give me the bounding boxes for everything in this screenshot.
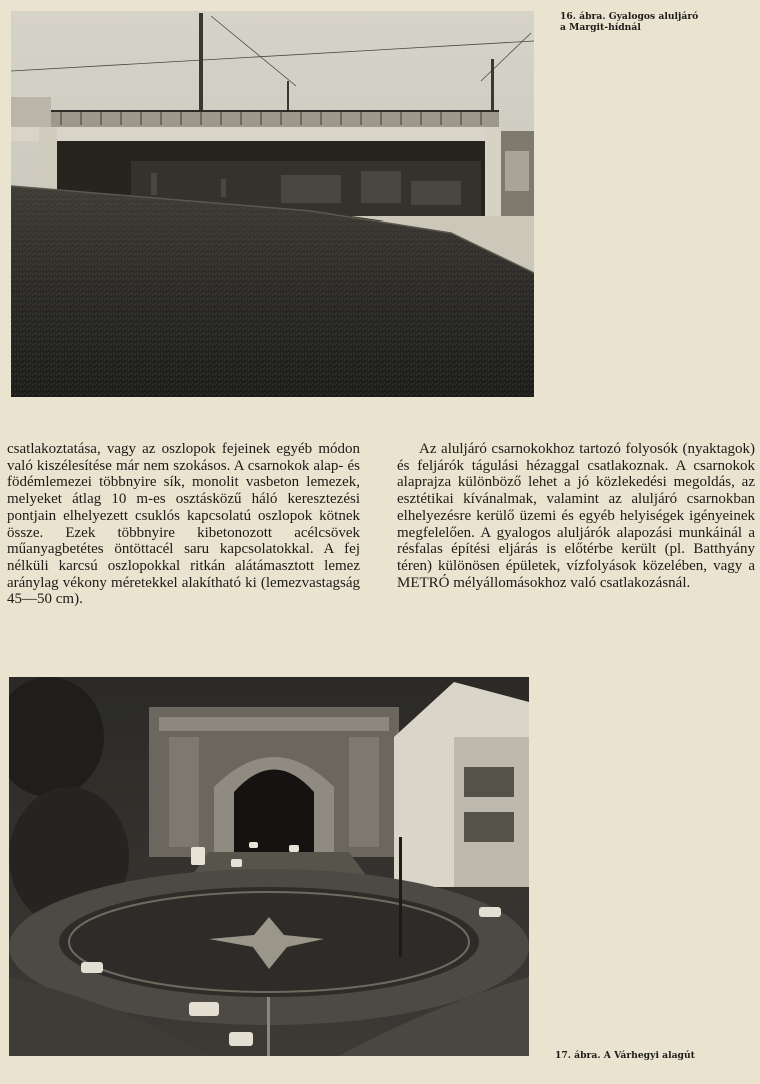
figure-16-photo	[11, 11, 534, 397]
text-column-right	[397, 441, 755, 591]
figure-16-caption	[560, 11, 750, 33]
underpass-photo-image	[11, 11, 534, 397]
figure-17-caption: 17. ábra. A Várhegyi alagút	[555, 1050, 695, 1061]
figure-16-caption-line1: 16. ábra. Gyalogos aluljáró	[560, 11, 699, 22]
text-column-left	[7, 441, 360, 608]
figure-16-caption-line2: a Margit-hídnál	[560, 22, 641, 33]
figure-17-photo	[9, 677, 529, 1056]
paragraph-right: Az aluljáró csarnokokhoz tartozó folyosók (nyaktagok) és feljárók tágulási hézaggal csatlakoznak. A csarnokok alaprajza különböző lehet a jó közlekedési megoldás, az esztétikai kívánalmak, valamint az aluljáró csarnokban elhelyezésre kerülő üzemi és egyéb helyiségek igényeinek megfelelően. A gyalogos aluljárók alapozási munkáinál a résfalas építési eljárás is előtérbe került (pl. Batthyány téren) különösen épületek, vízfolyások közelében, vagy a METRÓ mélyállomásokhoz való csatlakozásnál.	[397, 441, 755, 591]
paragraph-left: csatlakoztatása, vagy az oszlopok fejeinek egyéb módon való kiszélesítése már nem szokásos. A csarnokok alap- és födémlemezei többnyire sík, monolit vasbeton lemezek, melyeket átlag 10 m-es osztásközű háló keresztezési pontjain elhelyezett csuklós kapcsolatú oszlopok kötnek össze. Ezek többnyire kibetonozott acélcsövek műanyagbetétes öntöttacél saru kapcsolatokkal. A fej nélküli karcsú oszlopokkal ritkán alátámasztott lemez aránylag vékony méretekkel alakítható ki (lemezvastagság 45—50 cm).	[7, 441, 360, 608]
tunnel-photo-image	[9, 677, 529, 1056]
